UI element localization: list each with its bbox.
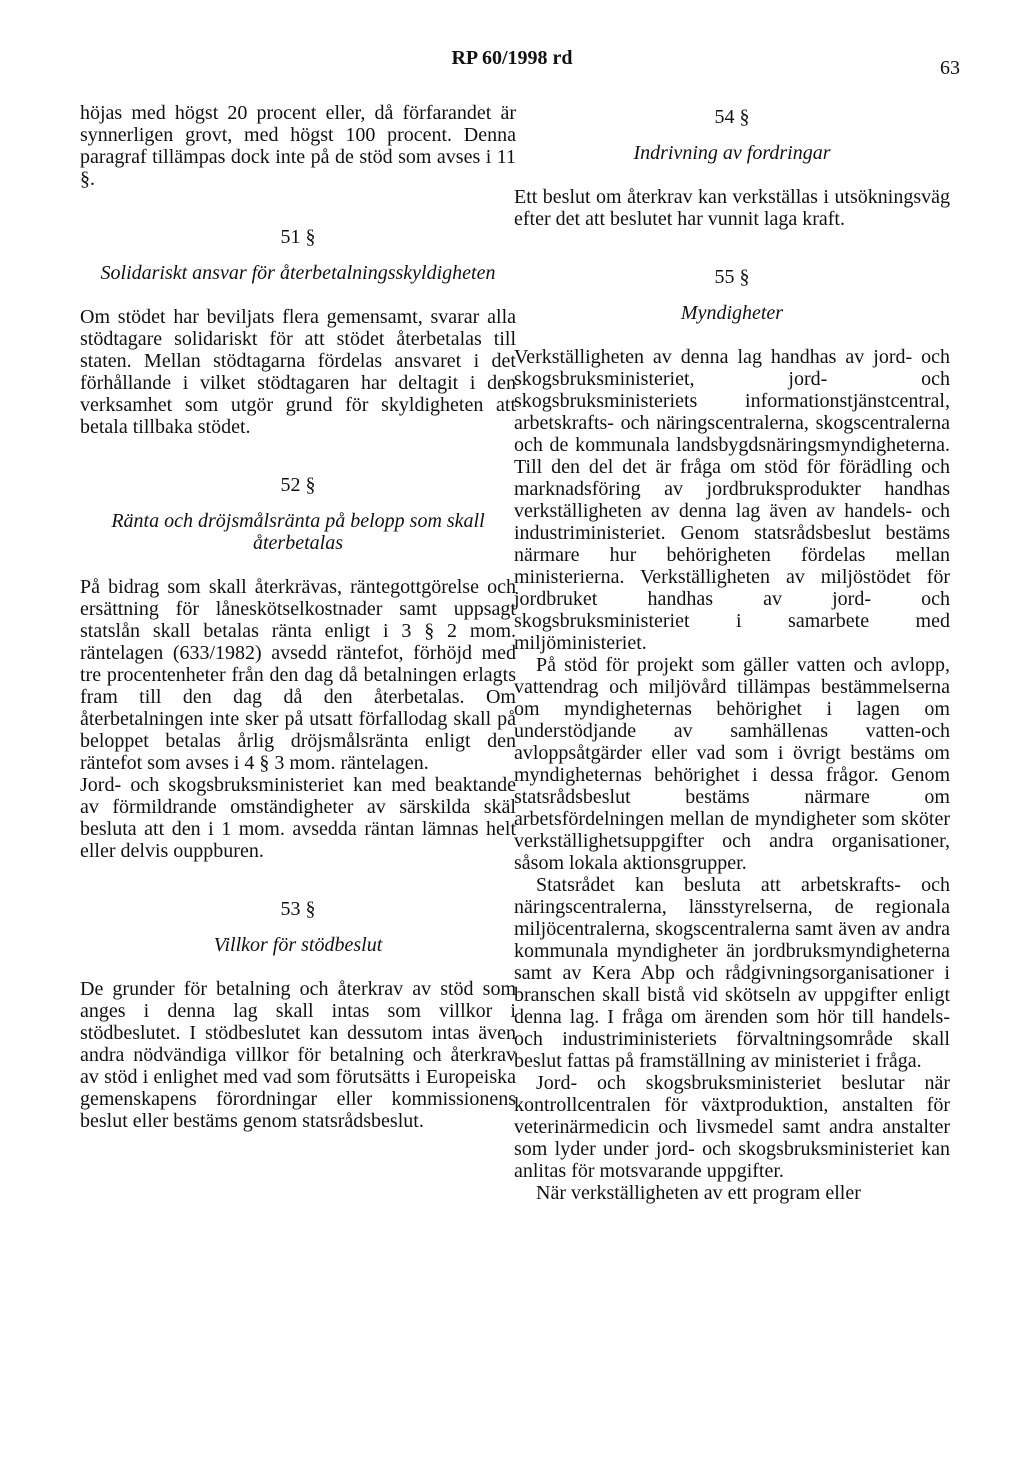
section-paragraph: Jord- och skogsbruksministeriet beslutar när kontrollcentralen för växtproduktion, anstalten för veterinärmedicin och livsmedel samt andra anstalter som lyder under jord- och skogsbruksministeriet kan anlitas för motsvarande uppgifter. xyxy=(514,1072,950,1182)
section-paragraph: Jord- och skogsbruksministeriet kan med beaktande av förmildrande omständigheter av särskilda skäl besluta att den i 1 mom. avsedda räntan lämnas helt eller delvis ouppburen. xyxy=(80,774,516,862)
section-paragraph: Om stödet har beviljats flera gemensamt, svarar alla stödtagare solidariskt för att stödet återbetalas till staten. Mellan stödtagarna fördelas ansvaret i det förhållande i vilket stödtagaren har deltagit i den verksamhet som utgör grund för skyldigheten att betala tillbaka stödet. xyxy=(80,306,516,438)
page-number: 63 xyxy=(940,57,960,79)
section-title: Indrivning av fordringar xyxy=(633,142,831,164)
section-paragraph: Statsrådet kan besluta att arbetskrafts- och näringscentralerna, länsstyrelserna, de regionala miljöcentralerna, skogscentralerna samt även av andra kommunala myndigheter än jordbruksmyndigheterna samt av Kera Abp och rådgivningsorganisationer i branschen skall bistå vid skötseln av uppgifter enligt denna lag. I fråga om ärenden som hör till handels- och industriministeriets förvaltningsområde skall beslut fattas på framställning av ministeriet i fråga. xyxy=(514,874,950,1072)
section-number: 52 § xyxy=(280,474,316,496)
section-title: Ränta och dröjsmålsränta på belopp som skall återbetalas xyxy=(111,510,485,554)
running-head: RP 60/1998 rd xyxy=(451,47,573,69)
section-title: Solidariskt ansvar för återbetalningsskyldigheten xyxy=(100,262,496,284)
right-column xyxy=(514,98,950,1204)
intro-paragraph: höjas med högst 20 procent eller, då förfarandet är synnerligen grovt, med högst 100 procent. Denna paragraf tillämpas dock inte på de stöd som avses i 11 §. xyxy=(80,102,516,190)
left-column xyxy=(80,98,516,1132)
section-paragraph: De grunder för betalning och återkrav av stöd som anges i denna lag skall intas som villkor i stödbeslutet. I stödbeslutet kan dessutom intas även andra nödvändiga villkor för betalning och återkrav av stöd i enlighet med vad som förutsätts i Europeiska gemenskapens förordningar eller kommissionens beslut eller bestäms genom statsrådsbeslut. xyxy=(80,978,516,1132)
section-number: 51 § xyxy=(280,226,316,248)
section-paragraph: Verkställigheten av denna lag handhas av jord- och skogsbruksministeriet, jord- och skogsbruksministeriets informationstjänstcentral, arbetskrafts- och näringscentralerna, skogscentralerna och de kommunala landsbygdsnäringsmyndigheterna. Till den del det är fråga om stöd för förädling och marknadsföring av jordbruksprodukter handhas verkställigheten av denna lag även av handels- och industriministeriet. Genom statsrådsbeslut bestäms närmare hur behörigheten fördelas mellan ministerierna. Verkställigheten av miljöstödet för jordbruket handhas av jord- och skogsbruksministeriet i samarbete med miljöministeriet. xyxy=(514,346,950,654)
section-number: 53 § xyxy=(280,898,316,920)
section-title: Villkor för stödbeslut xyxy=(213,934,383,956)
section-paragraph: På bidrag som skall återkrävas, räntegottgörelse och ersättning för låneskötselkostnader samt uppsagt statslån skall betalas ränta enligt i 3 § 2 mom. räntelagen (633/1982) avsedd räntefot, förhöjd med tre procentenheter från den dag då betalningen erlagts fram till den dag då den återbetalas. Om återbetalningen inte sker på utsatt förfallodag skall på beloppet betalas årlig dröjsmålsränta enligt den räntefot som avses i 4 § 3 mom. räntelagen. xyxy=(80,576,516,774)
section-number: 54 § xyxy=(714,106,750,128)
section-paragraph: När verkställigheten av ett program eller xyxy=(536,1182,861,1204)
section-54 xyxy=(514,106,950,230)
section-paragraph: På stöd för projekt som gäller vatten och avlopp, vattendrag och miljövård tillämpas bestämmelserna om myndigheternas behörighet i lagen om understödjande av samhällenas vatten-och avloppsåtgärder eller vad som i övrigt bestäms om myndigheternas behörighet i dessa frågor. Genom statsrådsbeslut bestäms närmare om arbetsfördelningen mellan de myndigheter som sköter verkställighetsuppgifter och andra organisationer, såsom lokala aktionsgrupper. xyxy=(514,654,950,874)
section-55 xyxy=(514,266,950,1204)
section-53 xyxy=(80,898,516,1132)
section-51 xyxy=(80,226,516,438)
section-52 xyxy=(80,474,516,862)
section-paragraph: Ett beslut om återkrav kan verkställas i utsökningsväg efter det att beslutet har vunnit laga kraft. xyxy=(514,186,950,230)
section-number: 55 § xyxy=(714,266,750,288)
page-header xyxy=(0,47,1024,83)
section-title: Myndigheter xyxy=(680,302,784,324)
